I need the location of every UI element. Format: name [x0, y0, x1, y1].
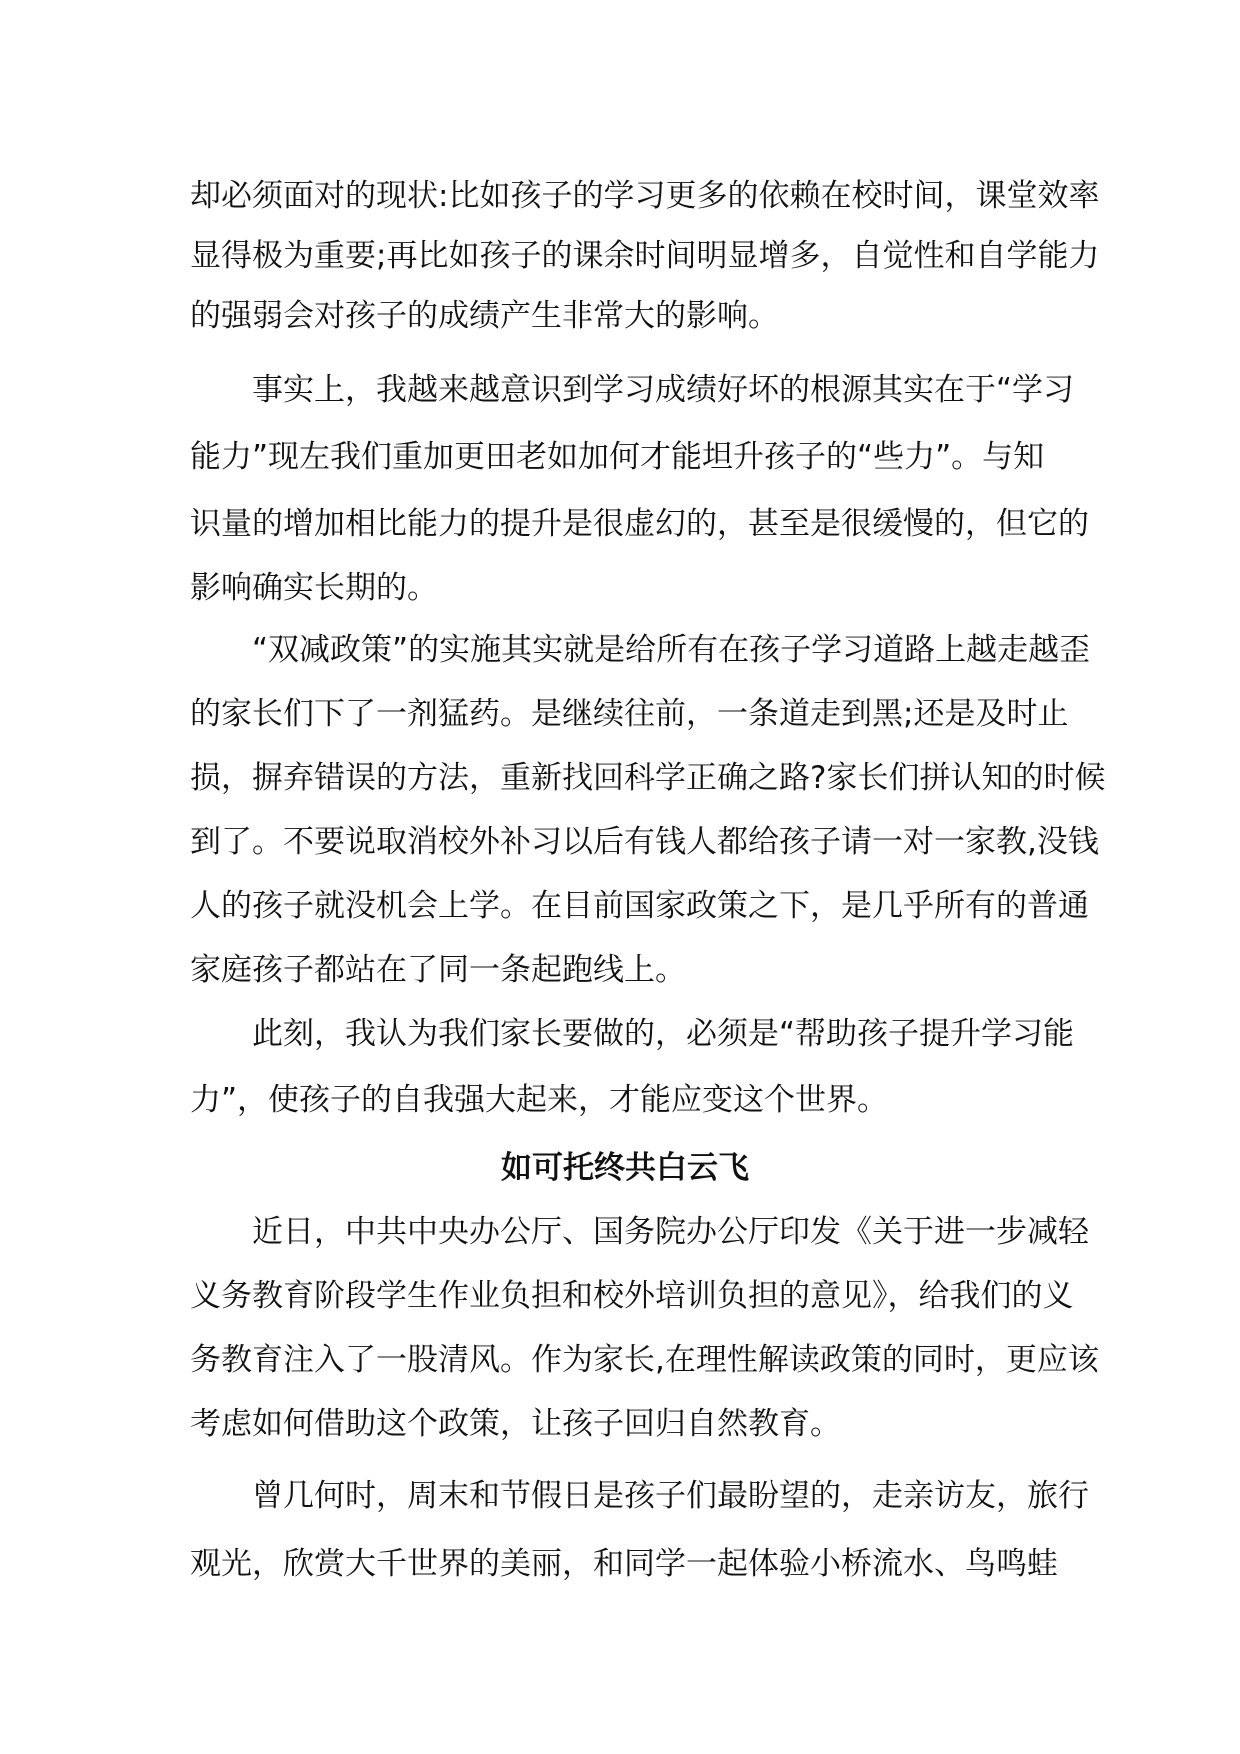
text-line: 的家长们下了一剂猛药。是继续往前，一条道走到黑;还是及时止 — [190, 696, 1069, 732]
paragraph-first-line: 此刻，我认为我们家长要做的，必须是“帮助孩子提升学习能 — [252, 1016, 1075, 1052]
text-line: 的强弱会对孩子的成绩产生非常大的影响。 — [190, 298, 779, 334]
text-line: 观光，欣赏大千世界的美丽，和同学一起体验小桥流水、鸟鸣蛙 — [190, 1546, 1058, 1582]
text-line: 识量的增加相比能力的提升是很虚幻的，甚至是很缓慢的，但它的 — [190, 506, 1089, 542]
text-line: 影响确实长期的。 — [190, 570, 438, 606]
text-line: 却必须面对的现状:比如孩子的学习更多的依赖在校时间，课堂效率 — [190, 178, 1100, 214]
paragraph-first-line: “双减政策”的实施其实就是给所有在孩子学习道路上越走越歪 — [252, 632, 1091, 668]
text-line: 考虑如何借助这个政策，让孩子回归自然教育。 — [190, 1406, 841, 1442]
text-line: 能力”现左我们重加更田老如加何才能坦升孩子的“些力”。与知 — [190, 439, 1045, 475]
text-line: 人的孩子就没机会上学。在目前国家政策之下，是几乎所有的普通 — [190, 888, 1089, 924]
text-line: 力”，使孩子的自我强大起来，才能应变这个世界。 — [190, 1082, 889, 1118]
text-line: 显得极为重要;再比如孩子的课余时间明显增多，自觉性和自学能力 — [190, 238, 1100, 274]
text-line: 义务教育阶段学生作业负担和校外培训负担的意见》，给我们的义 — [190, 1278, 1074, 1314]
paragraph-first-line: 近日，中共中央办公厅、国务院办公厅印发《关于进一步减轻 — [252, 1214, 1089, 1250]
text-line: 家庭孩子都站在了同一条起跑线上。 — [190, 952, 686, 988]
paragraph-first-line: 曾几何时，周末和节假日是孩子们最盼望的，走亲访友，旅行 — [252, 1478, 1089, 1514]
section-heading: 如可托终共白云飞 — [501, 1150, 749, 1186]
text-line: 务教育注入了一股清风。作为家长,在理性解读政策的同时，更应该 — [190, 1342, 1099, 1378]
paragraph-first-line: 事实上，我越来越意识到学习成绩好坏的根源其实在于“学习 — [252, 372, 1075, 408]
text-line: 损，摒弃错误的方法，重新找回科学正确之路?家长们拼认知的时候 — [190, 760, 1106, 796]
text-line: 到了。不要说取消校外补习以后有钱人都给孩子请一对一家教,没钱 — [190, 824, 1099, 860]
